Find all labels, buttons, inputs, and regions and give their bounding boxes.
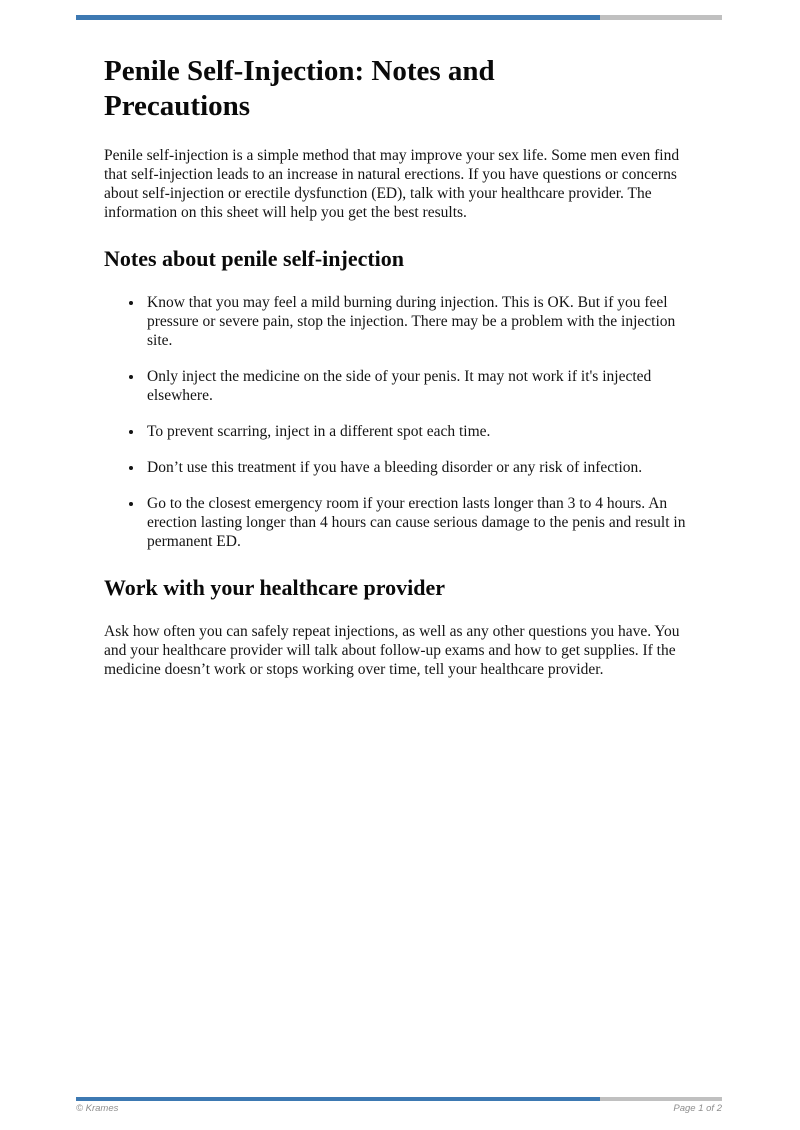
- intro-paragraph: Penile self-injection is a simple method that may improve your sex life. Some men even find that self-injection leads to an increase in natural erections. If you have questions or concerns about self-injection or erectile dysfunction (ED), talk with your healthcare provider. The information on this sheet will help you get the best results.: [104, 146, 680, 221]
- page-title: Penile Self-Injection: Notes and Precautions: [104, 55, 495, 122]
- page-footer: [76, 1097, 722, 1114]
- page-number: Page 1 of 2: [673, 1103, 722, 1114]
- footer-rule: [76, 1097, 722, 1101]
- section-heading-provider: Work with your healthcare provider: [104, 574, 445, 600]
- footer-row: [76, 1103, 722, 1114]
- bullet-item-bleeding-disorder: • Don’t use this treatment if you have a bleeding disorder or any risk of infection.: [144, 458, 696, 477]
- bullet-item-scarring: • To prevent scarring, inject in a different spot each time.: [144, 422, 696, 441]
- document-content: [104, 20, 696, 679]
- footer-rule-blue-segment: [76, 1097, 600, 1101]
- section-heading-notes: Notes about penile self-injection: [104, 245, 405, 271]
- provider-paragraph: Ask how often you can safely repeat injections, as well as any other questions you have. You and your healthcare provider will talk about follow-up exams and how to get supplies. If the medicine doesn’t work or stops working over time, tell your healthcare provider.: [104, 622, 680, 678]
- notes-bullet-list: [128, 293, 696, 551]
- copyright-text: © Krames: [76, 1103, 119, 1114]
- bullet-item-burning: • Know that you may feel a mild burning during injection. This is OK. But if you feel pressure or severe pain, stop the injection. There may be a problem with the injection site.: [144, 293, 696, 350]
- bullet-item-injection-site: • Only inject the medicine on the side of your penis. It may not work if it's injected elsewhere.: [144, 367, 696, 405]
- footer-rule-gray-segment: [600, 1097, 722, 1101]
- bullet-item-emergency: • Go to the closest emergency room if your erection lasts longer than 3 to 4 hours. An erection lasting longer than 4 hours can cause serious damage to the penis and result in permanent ED.: [144, 494, 696, 551]
